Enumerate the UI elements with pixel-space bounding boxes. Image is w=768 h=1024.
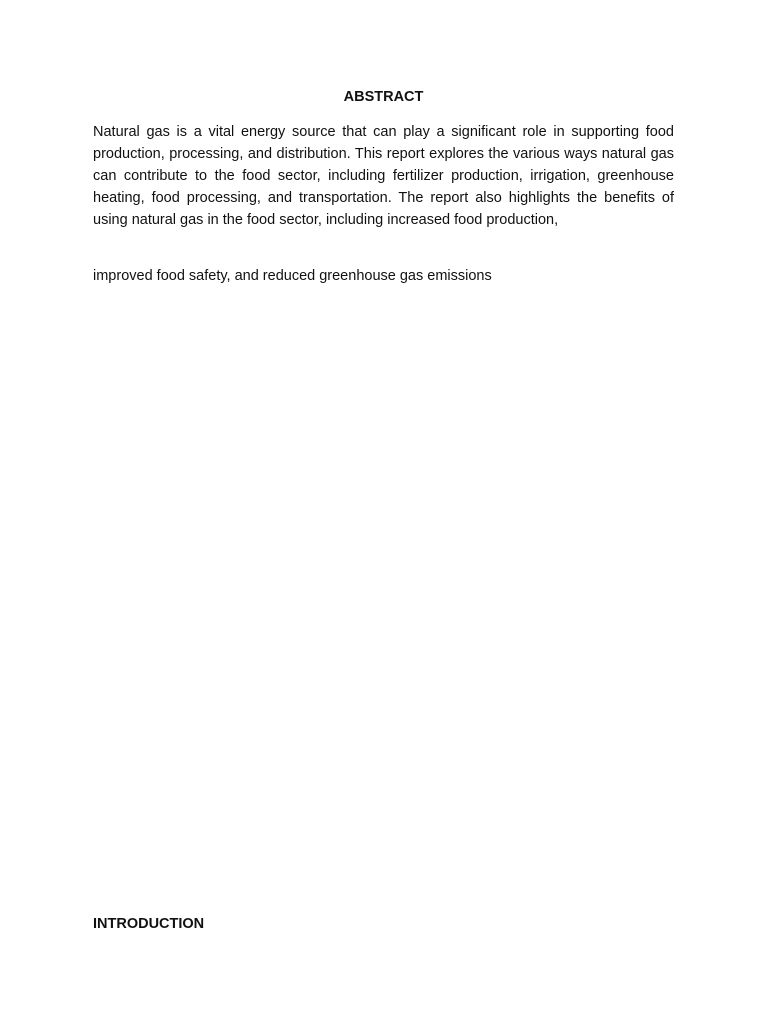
abstract-paragraph: Natural gas is a vital energy source that can play a significant role in supporting food production, processing, and distribution. This report explores the various ways natural gas can contribute to the food sector, including fertilizer production, irrigation, greenhouse heating, food processing, and transportation. The report also highlights the benefits of using natural gas in the food sector, including increased food production, — [93, 124, 674, 228]
abstract-heading: ABSTRACT — [343, 89, 424, 105]
abstract-continuation-paragraph: improved food safety, and reduced greenhouse gas emissions — [93, 268, 492, 284]
introduction-heading: INTRODUCTION — [93, 916, 205, 932]
